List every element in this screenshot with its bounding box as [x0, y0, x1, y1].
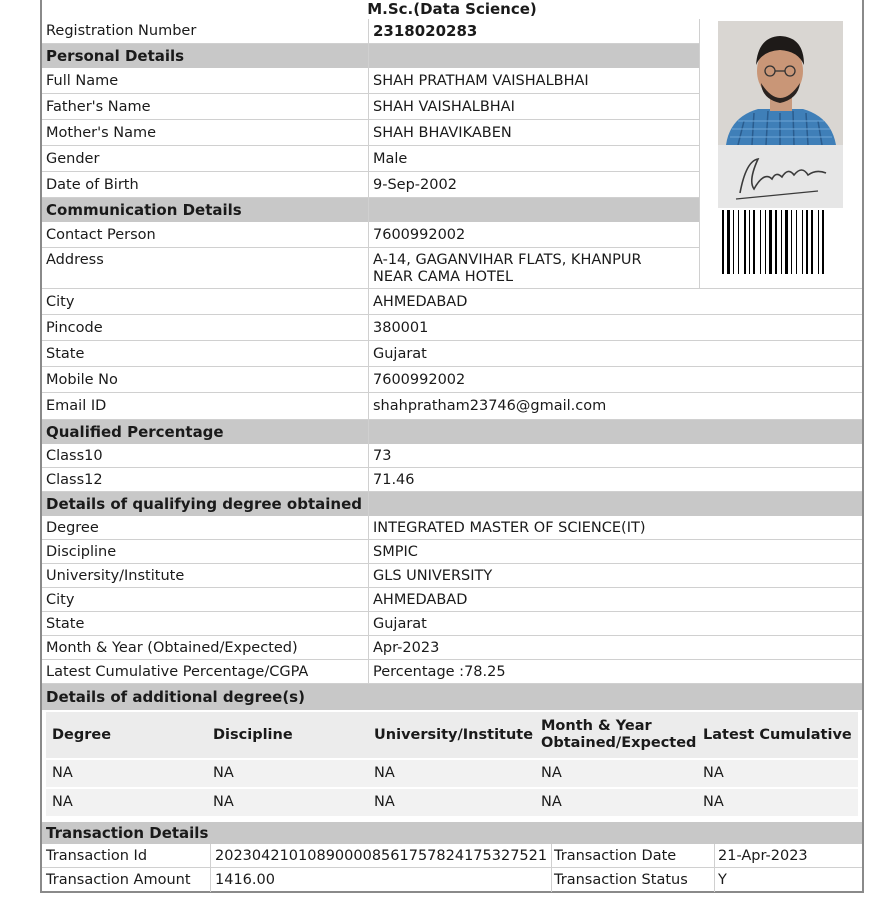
communication-value: 380001	[373, 320, 429, 336]
personal-row	[42, 146, 699, 172]
transaction-id-label: Transaction Id	[46, 848, 148, 864]
barcode-bar	[802, 210, 803, 274]
personal-label: Gender	[46, 151, 100, 167]
header-discipline: Discipline	[213, 727, 293, 743]
cell: NA	[52, 794, 73, 810]
contact-person-value: 7600992002	[373, 227, 466, 243]
candidate-photo-and-signature	[718, 21, 843, 208]
degree-value: Percentage :78.25	[373, 664, 506, 680]
address-label: Address	[46, 252, 104, 268]
cell: NA	[52, 765, 73, 781]
degree-label: Month & Year (Obtained/Expected)	[46, 640, 298, 656]
section-qualified-percentage: Qualified Percentage	[42, 420, 862, 444]
cell: NA	[541, 794, 562, 810]
transaction-date-label: Transaction Date	[554, 848, 677, 864]
barcode-bar	[727, 210, 730, 274]
personal-label: Full Name	[46, 73, 119, 89]
qualified-value: 71.46	[373, 472, 415, 488]
barcode-bar	[722, 210, 724, 274]
header-university: University/Institute	[374, 727, 534, 743]
communication-label: Email ID	[46, 398, 107, 414]
barcode-bar	[811, 210, 813, 274]
barcode-bar	[765, 210, 766, 274]
header-degree: Degree	[52, 727, 112, 743]
additional-row	[46, 789, 858, 816]
registration-label: Registration Number	[46, 23, 197, 39]
degree-label: Degree	[46, 520, 99, 536]
cell: NA	[213, 794, 234, 810]
transaction-row	[42, 868, 862, 892]
barcode-bar	[775, 210, 777, 274]
barcode-bar	[733, 210, 734, 274]
barcode-bar	[791, 210, 792, 274]
degree-row	[42, 540, 862, 564]
personal-label: Father's Name	[46, 99, 151, 115]
degree-label: University/Institute	[46, 568, 185, 584]
section-qualifying-degree: Details of qualifying degree obtained	[42, 492, 862, 516]
header-month-year: Month & Year Obtained/Expected	[541, 718, 697, 751]
personal-value: Male	[373, 151, 408, 167]
cell: NA	[374, 794, 395, 810]
qualified-label: Class12	[46, 472, 103, 488]
barcode-bar	[769, 210, 772, 274]
communication-label: State	[46, 346, 85, 362]
degree-value: Apr-2023	[373, 640, 440, 656]
transaction-divider	[551, 844, 552, 892]
barcode-bar	[744, 210, 746, 274]
barcode-bar	[753, 210, 755, 274]
communication-value: Gujarat	[373, 346, 427, 362]
cell: NA	[374, 765, 395, 781]
barcode-bar	[785, 210, 788, 274]
transaction-status-value: Y	[718, 872, 727, 888]
barcode-bar	[806, 210, 808, 274]
communication-label: Mobile No	[46, 372, 118, 388]
additional-row	[46, 760, 858, 787]
degree-row	[42, 588, 862, 612]
transaction-amount-label: Transaction Amount	[46, 872, 191, 888]
degree-value: GLS UNIVERSITY	[373, 568, 493, 584]
barcode	[722, 210, 835, 274]
cell: NA	[703, 765, 724, 781]
additional-table-header	[46, 712, 858, 758]
registration-value: 2318020283	[373, 22, 478, 40]
degree-value: SMPIC	[373, 544, 418, 560]
transaction-status-label: Transaction Status	[554, 872, 688, 888]
course-title: M.Sc.(Data Science)	[367, 0, 537, 18]
personal-label: Mother's Name	[46, 125, 157, 141]
communication-value: 7600992002	[373, 372, 466, 388]
communication-row	[42, 289, 862, 315]
section-personal-details: Personal Details	[42, 44, 699, 68]
personal-row	[42, 68, 699, 94]
qualified-value: 73	[373, 448, 392, 464]
qualified-row	[42, 444, 862, 468]
barcode-bar	[760, 210, 761, 274]
degree-value: Gujarat	[373, 616, 427, 632]
degree-value: AHMEDABAD	[373, 592, 468, 608]
barcode-bar	[738, 210, 739, 274]
degree-label: Discipline	[46, 544, 117, 560]
communication-label: Pincode	[46, 320, 103, 336]
personal-row	[42, 120, 699, 146]
barcode-bar	[781, 210, 782, 274]
communication-row	[42, 393, 862, 420]
barcode-bar	[796, 210, 797, 274]
degree-row	[42, 516, 862, 540]
column-divider	[368, 19, 369, 684]
degree-label: State	[46, 616, 85, 632]
personal-row	[42, 172, 699, 198]
section-communication-details: Communication Details	[42, 198, 699, 222]
transaction-row	[42, 844, 862, 868]
degree-row	[42, 636, 862, 660]
degree-row	[42, 660, 862, 684]
address-row	[42, 248, 699, 289]
header-latest-cumulative: Latest Cumulative	[703, 727, 852, 743]
transaction-divider	[210, 844, 211, 892]
transaction-divider	[714, 844, 715, 892]
personal-value: SHAH VAISHALBHAI	[373, 99, 515, 115]
section-transaction-details: Transaction Details	[42, 822, 862, 844]
cell: NA	[213, 765, 234, 781]
registration-row	[42, 19, 699, 44]
section-additional-degrees: Details of additional degree(s)	[42, 684, 862, 710]
personal-value: SHAH PRATHAM VAISHALBHAI	[373, 73, 589, 89]
personal-label: Date of Birth	[46, 177, 139, 193]
degree-row	[42, 612, 862, 636]
communication-row	[42, 315, 862, 341]
degree-row	[42, 564, 862, 588]
barcode-bar	[749, 210, 750, 274]
contact-person-label: Contact Person	[46, 227, 156, 243]
degree-label: Latest Cumulative Percentage/CGPA	[46, 664, 309, 680]
personal-value: SHAH BHAVIKABEN	[373, 125, 512, 141]
communication-row	[42, 367, 862, 393]
communication-label: City	[46, 294, 75, 310]
barcode-bar	[818, 210, 819, 274]
degree-label: City	[46, 592, 75, 608]
transaction-id-value: 202304210108900008561757824175327521	[215, 848, 548, 864]
personal-value: 9-Sep-2002	[373, 177, 457, 193]
transaction-amount-value: 1416.00	[215, 872, 275, 888]
cell: NA	[703, 794, 724, 810]
barcode-bar	[822, 210, 824, 274]
qualified-row	[42, 468, 862, 492]
additional-degree-table	[42, 710, 862, 822]
communication-value: shahpratham23746@gmail.com	[373, 398, 607, 414]
contact-person-row	[42, 222, 699, 248]
qualified-label: Class10	[46, 448, 103, 464]
communication-value: AHMEDABAD	[373, 294, 468, 310]
personal-row	[42, 94, 699, 120]
degree-value: INTEGRATED MASTER OF SCIENCE(IT)	[373, 520, 646, 536]
cell: NA	[541, 765, 562, 781]
transaction-date-value: 21-Apr-2023	[718, 848, 808, 864]
communication-row	[42, 341, 862, 367]
address-value: A-14, GAGANVIHAR FLATS, KHANPUR NEAR CAMA HOTEL	[373, 252, 642, 285]
